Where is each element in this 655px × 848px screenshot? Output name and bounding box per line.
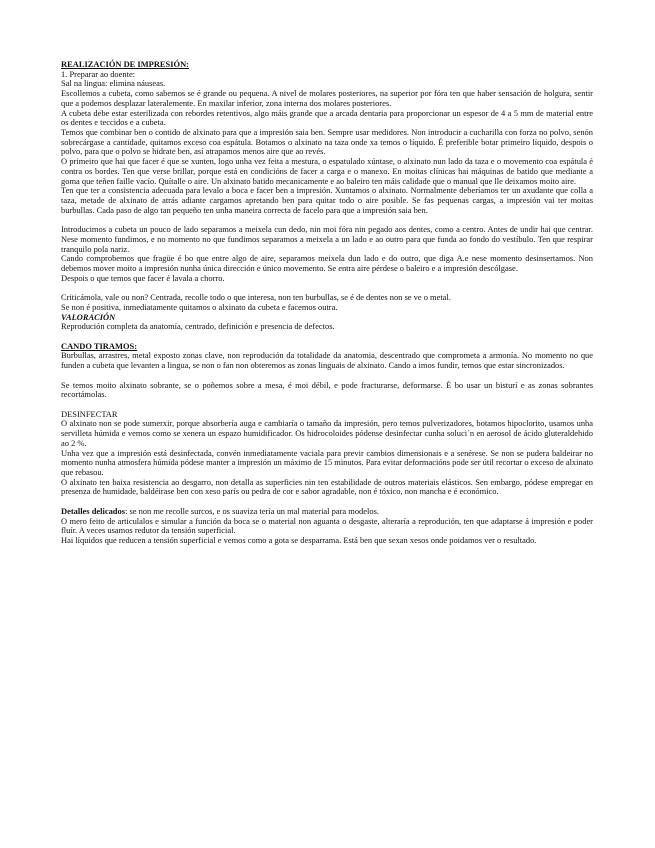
paragraph: Hai líquidos que reducen a tensión superficial e vemos como a gota se desparrama. Está ben que sexan xesos onde poidamos ver o resultado.	[61, 535, 537, 546]
paragraph: O primeiro que hai que facer é que se xunten, logo unha vez feita a mestura, o espatulado xúntase, o alxinato nun lado da taza e o movemento coa espátula é contra os bordes. Ten que verse brillar, porque está en condicións de facer a carga e o manexo. En moitas clínicas hai máquinas de batido que mediante a goma que teñen faille vacío. Quítalle o aire. Un alxinato batido mecanicamente e ao baleiro ten máis calidade que o manual que lle deixamos moito aire.	[61, 156, 593, 186]
paragraph: A cubeta debe estar esterilizada con rebordes retentivos, algo máis grande que a arcada dentaria para proporcionar un espesor de 4 a 5 mm de material entre os dentes e teccidos e a cubeta.	[61, 107, 593, 128]
paragraph-gap	[61, 400, 593, 410]
paragraph: Burbullas, arrastres, metal exposto zonas clave, non reprodución da totalidade da anatomia, descentrado que comprometa a armonía. No momento no que funden a cubeta que levanten a lingua, se non o fan non obteremos as zonas linguais de alxinato. Cando a imos fundir, temos que estar sincronizados.	[61, 350, 593, 371]
paragraph: 1. Preparar ao doente:	[61, 68, 136, 79]
paragraph: Escollemos a cubeta, como sabemos se é grande ou pequena. A nivel de molares posteriores, na superior por fóra ten que haber sensación de holgura, sentir que a podemos desplazar lateralemente. En maxilar inferior, zona interna dos molares posteriores.	[61, 88, 593, 108]
section-subheading: VALORACIÓN	[61, 311, 116, 322]
paragraph: Temos que combinar ben o contido de alxinato para que a impresión saia ben. Sempre usar medidores. Non introducir a cucharilla con forza no polvo, senón sobrecárgase a cantidade, quitamos exceso coa espátula. Botamos o alxinato na taza onde xa temos o líquido. É preferible botar primeiro líquido, despois o polvo, para que o polvo se hidrate ben, así atrapamos menos aire que ao revés.	[61, 127, 593, 157]
paragraph: O alxinato non se pode sumerxir, porque absorbería auga e cambiaría o tamaño da impresión, pero temos pulverizadores, botamos hipoclorito, usamos unha servilleta húmida e vemos como se xenera un espazo humidificador. Os hidrocoloides pódense desinfectar cunha soluci´n en aerosol de ácido gluteraldehido ao 2 %.	[61, 418, 593, 448]
document-page	[61, 60, 593, 546]
section-heading: CANDO TIRAMOS:	[61, 340, 138, 351]
paragraph-gap	[61, 332, 593, 342]
paragraph: Ten que ter a consistencia adecuada para levalo a boca e facer ben a impresión. Xuntamos o alxinato. Normalmente deberíamos ter un axudante que colla a taza, metade de alxinato de atrás adiante cargamos apretando ben para quitar todo o aire posible. Se fas pequenas cargas, a impresión vai ter moitas burbullas. Cada paso de algo tan pequeño ten unha maneira correcta de facelo para que a impresión saia ben.	[61, 185, 593, 215]
paragraph: DESINFECTAR	[61, 408, 118, 419]
paragraph: Introducimos a cubeta un pouco de lado separamos a meixela cun dedo, nin moi fóra nin pegado aos dentes, como a centro. Antes de undir hai que centrar. Nese momento fundimos, e no momento no que fundimos separamos a meixela a un lado e ao outro para que funda ao fondo do vestíbulo. Ten que respirar tranquilo pola nariz.	[61, 224, 593, 254]
paragraph: O mero feito de articulalos e simular a función da boca se o material non aguanta o desgaste, alteraría a reprodución, ten que adaptarse á impresión e poder fluír. A veces usamos redutor da tensión superficial.	[61, 515, 593, 536]
paragraph: O alxinato ten baixa resistencia ao desgarro, non detalla as superficies nin ten estabilidade de outros materiais elásticos. Sen embargo, pódese empregar en presenza de humidade, baldéirase ben con xeso parís ou pedra de cor e sabor agradable, non é tóxico, non mancha e é económico.	[61, 476, 593, 497]
paragraph: Despois o que temos que facer é lavala a chorro.	[61, 272, 225, 283]
lead-text: : se non me recolle surcos, e os suaviza tería un mal material para modelos.	[124, 505, 379, 516]
paragraph: Unha vez que a impresión está desinfectada, convén inmediatamente vaciala para previr cambios dimensionais e a senérese. Se non se pudera baldeirar no momento nunha atmosfera húmida pódese manter a impresión un máximo de 15 minutos. Para evitar deformacións pode ser útil recortar o exceso de alxinato que rebasou.	[61, 447, 593, 478]
paragraph: Cando comprobemos que fragüe é bo que entre algo de aire, separamos meixela dun lado e do outro, que diga A.e nese momento desinsertamos. Non debemos mover moito a impresión nunha única dirección e único movemento. Se entra aire pérdese o baleiro e a impresión descólgase.	[61, 253, 593, 274]
paragraph: Sal na lingua: elimina náuseas.	[61, 78, 166, 89]
section-heading: REALIZACIÓN DE IMPRESIÓN:	[61, 59, 189, 69]
paragraph: Reprodución completa da anatomía, centrado, definición e presencia de defectos.	[61, 321, 335, 332]
paragraph: Se temos moito alxinato sobrante, se o poñemos sobre a mesa, é moi débil, e pode fracturarse, deformarse. É bo usar un bisturí e as zonas sobrantes recortámolas.	[61, 379, 593, 400]
paragraph: Se non é positiva, inmediatamente quitamos o alxinato da cubeta e facemos outra.	[61, 301, 338, 312]
paragraph: Criticámola, vale ou non? Centrada, recolle todo o que interesa, non ten burbullas, se é de dentes non se ve o metal.	[61, 292, 451, 303]
lead-term: Detalles delicados	[61, 505, 125, 516]
